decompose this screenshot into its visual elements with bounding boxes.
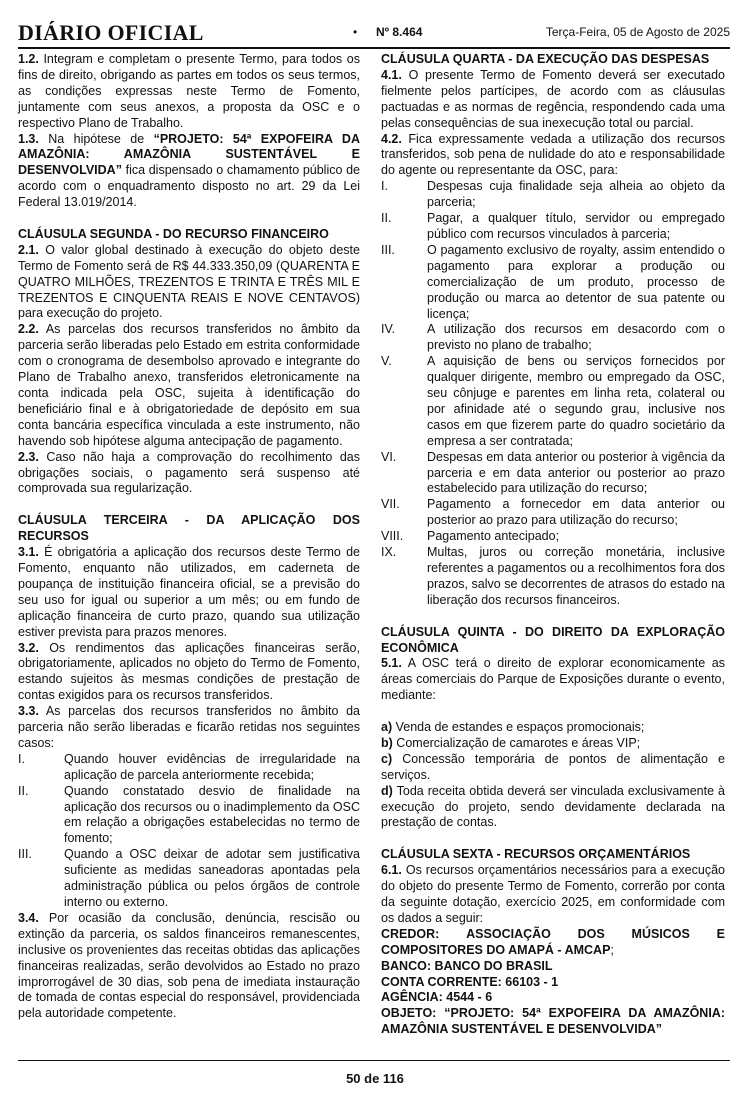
paragraph-2-2 <box>18 322 360 449</box>
list-item <box>18 847 360 911</box>
creditor-value: ASSOCIAÇÃO DOS MÚSICOS E COMPOSITORES DO AMAPÁ - AMCAP <box>381 926 725 957</box>
paragraph-text: Por ocasião da conclusão, denúncia, rescisão ou extinção da parceria, os saldos financeiros remanescentes, inclusive os provenientes das receitas obtidas das aplicações financeiras realizadas, serão devolvidos ao Estado no prazo improrrogável de 30 dias, sob pena de imediata instauração de tomada de contas especial do responsável, providenciada pela autoridade competente. <box>18 910 360 1021</box>
item-text: A aquisição de bens ou serviços fornecidos por qualquer dirigente, membro ou empregado da OSC, seu cônjuge e parentes em linha reta, colateral ou por afinidade até o segundo grau, inclusive nos casos em que fizerem parte do quadro societário da empresa a ser contratada; <box>427 354 725 448</box>
paragraph-text: O presente Termo de Fomento deverá ser executado fielmente pelos partícipes, de acordo com as cláusulas pactuadas e as normas de regência, respondendo cada uma pelas consequências de sua inexecução total ou parcial. <box>381 67 725 130</box>
clause-five-title: CLÁUSULA QUINTA - DO DIREITO DA EXPLORAÇÃO ECONÔMICA <box>381 624 725 655</box>
paragraph-text: Na hipótese de <box>48 131 145 146</box>
item-numeral: IV. <box>381 322 396 337</box>
creditor-label: CREDOR: <box>381 926 440 941</box>
project-name: “PROJETO: 54ª EXPOFEIRA DA AMAZÔNIA: AMAZÔNIA SUSTENTÁVEL E DESENVOLVIDA” <box>18 131 360 178</box>
item-numeral: III. <box>18 847 32 862</box>
paragraph-4-2 <box>381 132 725 180</box>
right-column <box>381 52 725 1038</box>
paragraph-3-3 <box>18 704 360 752</box>
object-text: OBJETO: “PROJETO: 54ª EXPOFEIRA DA AMAZÔNIA: AMAZÔNIA SUSTENTÁVEL E DESENVOLVIDA” <box>381 1006 725 1037</box>
list-item <box>381 736 725 752</box>
paragraph-number: 3.1. <box>18 545 39 560</box>
bank-line <box>381 959 725 975</box>
list-item <box>381 354 725 449</box>
paragraph-number: 1.2. <box>18 52 39 66</box>
paragraph-text: É obrigatória a aplicação dos recursos deste Termo de Fomento, enquanto não utilizados, em caderneta de poupança de instituição financeira oficial, se a previsão do seu uso for igual ou superior a um mês; ou em fundo de aplicação financeira de curto prazo, quando sua utilização estiver prevista para prazos menores. <box>18 545 360 639</box>
list-item <box>381 497 725 529</box>
left-column <box>18 52 360 1022</box>
header-rule <box>18 47 730 49</box>
paragraph-number: 2.1. <box>18 242 39 257</box>
publication-title: DIÁRIO OFICIAL <box>18 20 204 45</box>
item-numeral: I. <box>18 751 25 766</box>
list-item <box>381 752 725 784</box>
account-text: CONTA CORRENTE: 66103 - 1 <box>381 974 559 989</box>
paragraph-text: Caso não haja a comprovação do recolhimento das obrigações sociais, o pagamento será suspenso até comprovada sua regularização. <box>18 449 360 496</box>
paragraph-4-1 <box>381 68 725 132</box>
item-numeral: I. <box>381 179 388 194</box>
item-text: O pagamento exclusivo de royalty, assim entendido o pagamento para explorar a produção ou comercialização de um produto, processo de produção ou marca ao detentor de sua patente ou licença; <box>427 242 725 321</box>
item-numeral: III. <box>381 242 395 257</box>
item-numeral: II. <box>18 783 29 798</box>
list-item <box>381 322 725 354</box>
item-text: Pagamento antecipado; <box>427 529 560 544</box>
item-text: Despesas cuja finalidade seja alheia ao objeto da parceria; <box>427 179 725 210</box>
paragraph-text: fica dispensado o chamamento público de acordo com o enquadramento disposto no art. 29 da Lei Federal 13.019/2014. <box>18 163 360 210</box>
item-text: A utilização dos recursos em desacordo com o previsto no plano de trabalho; <box>427 322 725 353</box>
paragraph-3-2 <box>18 641 360 705</box>
object-line <box>381 1006 725 1038</box>
item-text: Toda receita obtida deverá ser vinculada exclusivamente à execução do projeto, sendo devidamente declarada na prestação de contas. <box>381 783 726 830</box>
paragraph-text: A OSC terá o direito de explorar economicamente as áreas comerciais do Parque de Exposições durante o evento, mediante: <box>381 656 725 703</box>
paragraph-5-1 <box>381 656 725 704</box>
paragraph-text: Os rendimentos das aplicações financeiras serão, obrigatoriamente, aplicados no objeto do Termo de Fomento, estando sujeitos às mesmas condições de prestação de contas exigidos para os recursos transferidos. <box>18 640 360 703</box>
paragraph-number: 3.4. <box>18 910 39 925</box>
item-text: Concessão temporária de pontos de alimentação e serviços. <box>381 751 726 782</box>
paragraph-2-3 <box>18 450 360 498</box>
paragraph-number: 4.2. <box>381 131 402 146</box>
item-numeral: VI. <box>381 449 397 464</box>
page-header <box>18 20 730 50</box>
item-text: Quando constatado desvio de finalidade na aplicação dos recursos ou o inadimplemento da OSC em relação a obrigações estabelecidas no termo de fomento; <box>64 783 360 846</box>
paragraph-6-1 <box>381 863 725 927</box>
paragraph-number: 6.1. <box>381 863 402 878</box>
footer-rule <box>18 1060 730 1061</box>
paragraph-number: 1.3. <box>18 131 39 146</box>
paragraph-number: 3.2. <box>18 640 39 655</box>
list-item <box>381 545 725 609</box>
paragraph-number: 2.2. <box>18 322 39 337</box>
item-letter: b) <box>381 735 393 750</box>
list-item <box>381 784 725 832</box>
paragraph-number: 3.3. <box>18 704 39 719</box>
item-text: Pagamento a fornecedor em data anterior ou posterior ao prazo para utilização do recurso; <box>427 497 725 528</box>
paragraph-1-3 <box>18 132 360 212</box>
paragraph-3-4 <box>18 911 360 1022</box>
clause-four-title: CLÁUSULA QUARTA - DA EXECUÇÃO DAS DESPESAS <box>381 52 710 66</box>
list-item <box>381 720 725 736</box>
paragraph-text: Integram e completam o presente Termo, para todos os fins de direito, obrigando as partes em todos os seus termos, as condições expressas neste Termo de Fomento, juntamente com seus anexos, a proposta da OSC e o respectivo Plano de Trabalho. <box>18 52 360 130</box>
paragraph-1-2 <box>18 52 360 132</box>
paragraph-text: Fica expressamente vedada a utilização dos recursos transferidos, sob pena de nulidade do ato e responsabilidade do agente ou representante da OSC, para: <box>381 131 725 178</box>
header-bullet: • <box>353 25 358 39</box>
paragraph-number: 4.1. <box>381 67 402 82</box>
page-number: 50 de 116 <box>346 1071 404 1086</box>
list-item <box>381 211 725 243</box>
item-letter: c) <box>381 751 393 766</box>
item-letter: d) <box>381 783 393 798</box>
paragraph-number: 5.1. <box>381 656 402 671</box>
paragraph-text: As parcelas dos recursos transferidos no âmbito da parceria não serão liberadas e ficarão retidas nos seguintes casos: <box>18 704 360 750</box>
paragraph-number: 2.3. <box>18 449 39 464</box>
agency-text: AGÊNCIA: 4544 - 6 <box>381 990 493 1005</box>
paragraph-3-1 <box>18 545 360 640</box>
bank-text: BANCO: BANCO DO BRASIL <box>381 958 553 973</box>
list-item <box>18 784 360 848</box>
edition-date: Terça-Feira, 05 de Agosto de 2025 <box>545 25 730 39</box>
clause-two-title: CLÁUSULA SEGUNDA - DO RECURSO FINANCEIRO <box>18 226 329 241</box>
item-numeral: IX. <box>381 545 397 560</box>
edition-number: Nº 8.464 <box>376 25 423 39</box>
item-text: Pagar, a qualquer título, servidor ou empregado público com recursos vinculados à parceria; <box>427 211 725 241</box>
list-item <box>381 243 725 323</box>
creditor-tail: ; <box>610 942 614 957</box>
item-letter: a) <box>381 720 393 735</box>
clause-three-title: CLÁUSULA TERCEIRA - DA APLICAÇÃO DOS RECURSOS <box>18 513 360 544</box>
item-text: Multas, juros ou correção monetária, inclusive referentes a pagamentos ou a recolhimentos fora dos prazos, salvo se decorrentes de atrasos do estado na liberação dos recursos financeiros. <box>427 545 725 607</box>
item-text: Venda de estandes e espaços promocionais; <box>395 720 645 735</box>
item-text: Quando houver evidências de irregularidade na aplicação de parcela anteriormente recebida; <box>64 751 360 782</box>
creditor-line <box>381 927 725 959</box>
item-text: Despesas em data anterior ou posterior à vigência da parceria e em data anterior ou posterior ao prazo estabelecido para utilização do recurso; <box>427 449 725 496</box>
paragraph-2-1 <box>18 243 360 323</box>
account-line <box>381 975 725 991</box>
item-numeral: V. <box>381 354 392 369</box>
paragraph-text: O valor global destinado à execução do objeto deste Termo de Fomento será de R$ 44.333.350,09 (QUARENTA E QUATRO MILHÕES, TREZENTOS E TRINTA E TRÊS MIL E TREZENTOS E CINQUENTA REAIS E NOVE CENTAVOS) para execução do projeto. <box>18 242 360 321</box>
list-item <box>381 179 725 211</box>
list-item <box>381 450 725 498</box>
list-item <box>381 529 725 545</box>
paragraph-text: As parcelas dos recursos transferidos no âmbito da parceria serão liberadas pelo Estado em estrita conformidade com o cronograma de desembolso aprovado e integrante do Plano de Trabalho anexo, transferidos eletronicamente na conta indicada pela OSC, sujeita à identificação do beneficiário final e à obrigatoriedade de depósito em sua conta bancária específica vinculada a este instrumento, não havendo sob hipótese alguma antecipação de pagamento. <box>18 322 360 448</box>
item-text: Comercialização de camarotes e áreas VIP; <box>396 735 641 750</box>
paragraph-text: Os recursos orçamentários necessários para a execução do objeto do presente Termo de Fomento, correrão por conta da seguinte dotação, exercício 2025, em conformidade com os dados a seguir: <box>381 863 725 925</box>
item-numeral: VII. <box>381 497 400 512</box>
agency-line <box>381 990 725 1006</box>
list-item <box>18 752 360 784</box>
item-numeral: II. <box>381 211 392 226</box>
item-text: Quando a OSC deixar de adotar sem justificativa suficiente as medidas saneadoras apontadas pela administração pública ou pelos órgãos de controle interno ou externo. <box>64 847 360 909</box>
item-numeral: VIII. <box>381 529 404 544</box>
clause-six-title: CLÁUSULA SEXTA - RECURSOS ORÇAMENTÁRIOS <box>381 847 691 862</box>
